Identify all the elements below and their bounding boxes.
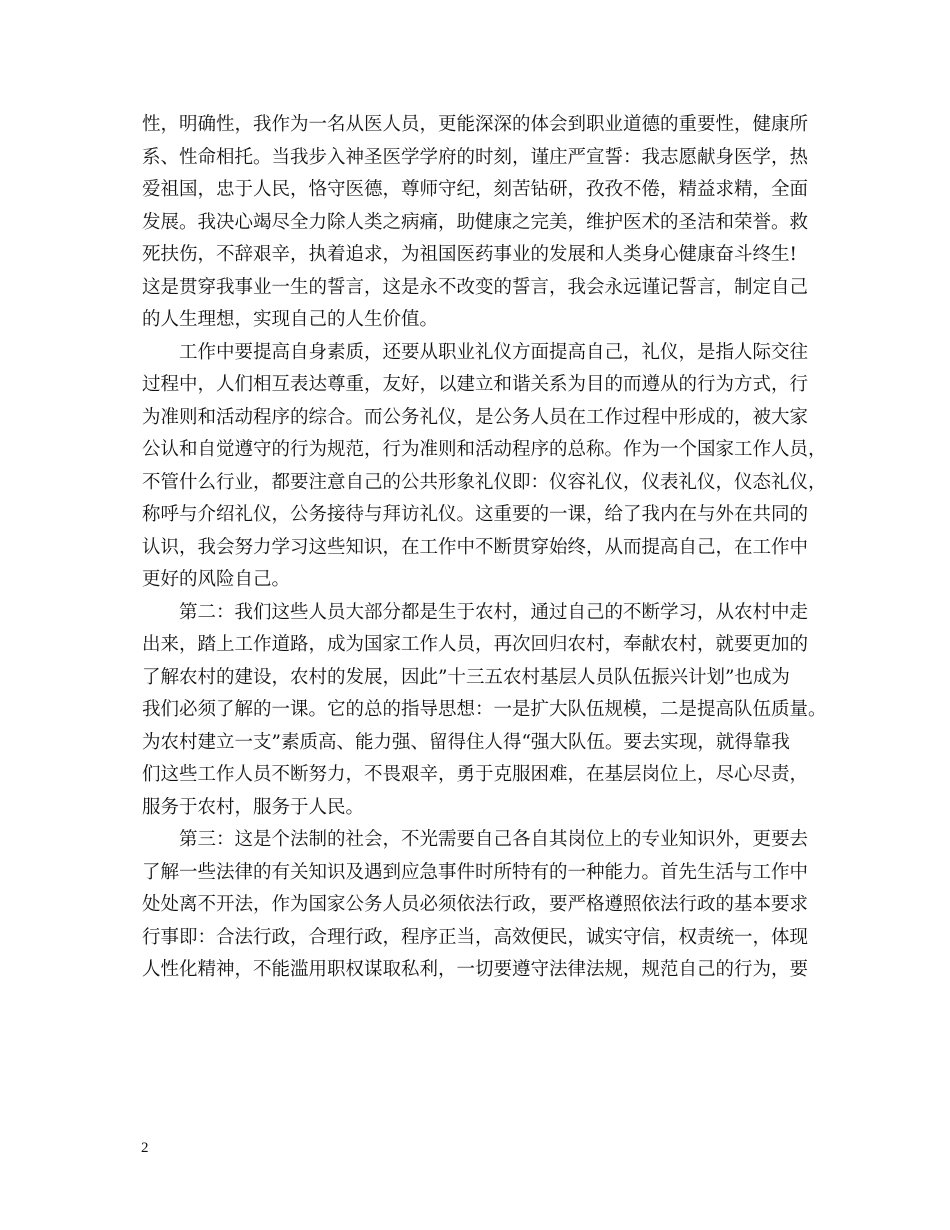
document-body <box>142 109 827 987</box>
text-line: 出来，踏上工作道路，成为国家工作人员，再次回归农村，奉献农村，就要更加的 <box>142 634 809 655</box>
text-line: 性，明确性，我作为一名从医人员，更能深深的体会到职业道德的重要性，健康所 <box>142 114 809 135</box>
text-line: 死扶伤，不辞艰辛，执着追求，为祖国医药事业的发展和人类身心健康奋斗终生! <box>142 244 797 265</box>
text-line: 不管什么行业，都要注意自己的公共形象礼仪即：仪容礼仪，仪表礼仪，仪态礼仪， <box>142 471 827 493</box>
text-line: 了解农村的建设，农村的发展，因此”十三五农村基层人员队伍振兴计划”也成为 <box>142 666 790 688</box>
text-line: 处处离不开法，作为国家公务人员必须依法行政，要严格遵照依法行政的基本要求 <box>142 894 809 915</box>
text-line: 称呼与介绍礼仪，公务接待与拜访礼仪。这重要的一课，给了我内在与外在共同的 <box>142 504 809 525</box>
text-line: 们这些工作人员不断努力，不畏艰辛，勇于克服困难，在基层岗位上，尽心尽责， <box>142 764 809 785</box>
text-line: 我们必须了解的一课。它的总的指导思想：一是扩大队伍规模，二是提高队伍质量。 <box>142 699 827 720</box>
page-number: 2 <box>141 1140 149 1156</box>
text-line: 认识，我会努力学习这些知识，在工作中不断贯穿始终，从而提高自己，在工作中 <box>142 536 809 558</box>
text-line: 更好的风险自己。 <box>142 569 291 590</box>
text-line: 服务于农村，服务于人民。 <box>142 796 365 818</box>
text-line: 公认和自觉遵守的行为规范，行为准则和活动程序的总称。作为一个国家工作人员， <box>142 439 827 460</box>
text-line: 发展。我决心竭尽全力除人类之病痛，助健康之完美，维护医术的圣洁和荣誉。救 <box>142 211 809 233</box>
text-line: 行事即：合法行政，合理行政，程序正当，高效便民，诚实守信，权责统一，体现 <box>142 926 809 948</box>
text-line: 为农村建立一支”素质高、能力强、留得住人得“强大队伍。要去实现，就得靠我 <box>142 731 790 753</box>
text-line: 为准则和活动程序的综合。而公务礼仪，是公务人员在工作过程中形成的，被大家 <box>142 406 809 428</box>
paragraph-first-line: 工作中要提高自身素质，还要从职业礼仪方面提高自己，礼仪，是指人际交往 <box>179 341 809 363</box>
paragraph-first-line: 第二：我们这些人员大部分都是生于农村，通过自己的不断学习，从农村中走 <box>179 601 809 623</box>
paragraph-first-line: 第三：这是个法制的社会，不光需要自己各自其岗位上的专业知识外，更要去 <box>179 829 809 850</box>
text-line: 系、性命相托。当我步入神圣医学学府的时刻，谨庄严宣誓：我志愿献身医学，热 <box>142 146 809 168</box>
text-line: 爱祖国，忠于人民，恪守医德，尊师守纪，刻苦钻研，孜孜不倦，精益求精，全面 <box>142 179 809 200</box>
text-line: 过程中，人们相互表达尊重，友好，以建立和谐关系为目的而遵从的行为方式，行 <box>142 374 809 395</box>
text-line: 的人生理想，实现自己的人生价值。 <box>142 309 439 330</box>
text-line: 了解一些法律的有关知识及遇到应急事件时所特有的一种能力。首先生活与工作中 <box>142 861 809 883</box>
text-line: 这是贯穿我事业一生的誓言，这是永不改变的誓言，我会永远谨记誓言，制定自己 <box>142 276 809 298</box>
text-line: 人性化精神，不能滥用职权谋取私利，一切要遵守法律法规，规范自己的行为，要 <box>142 959 809 980</box>
